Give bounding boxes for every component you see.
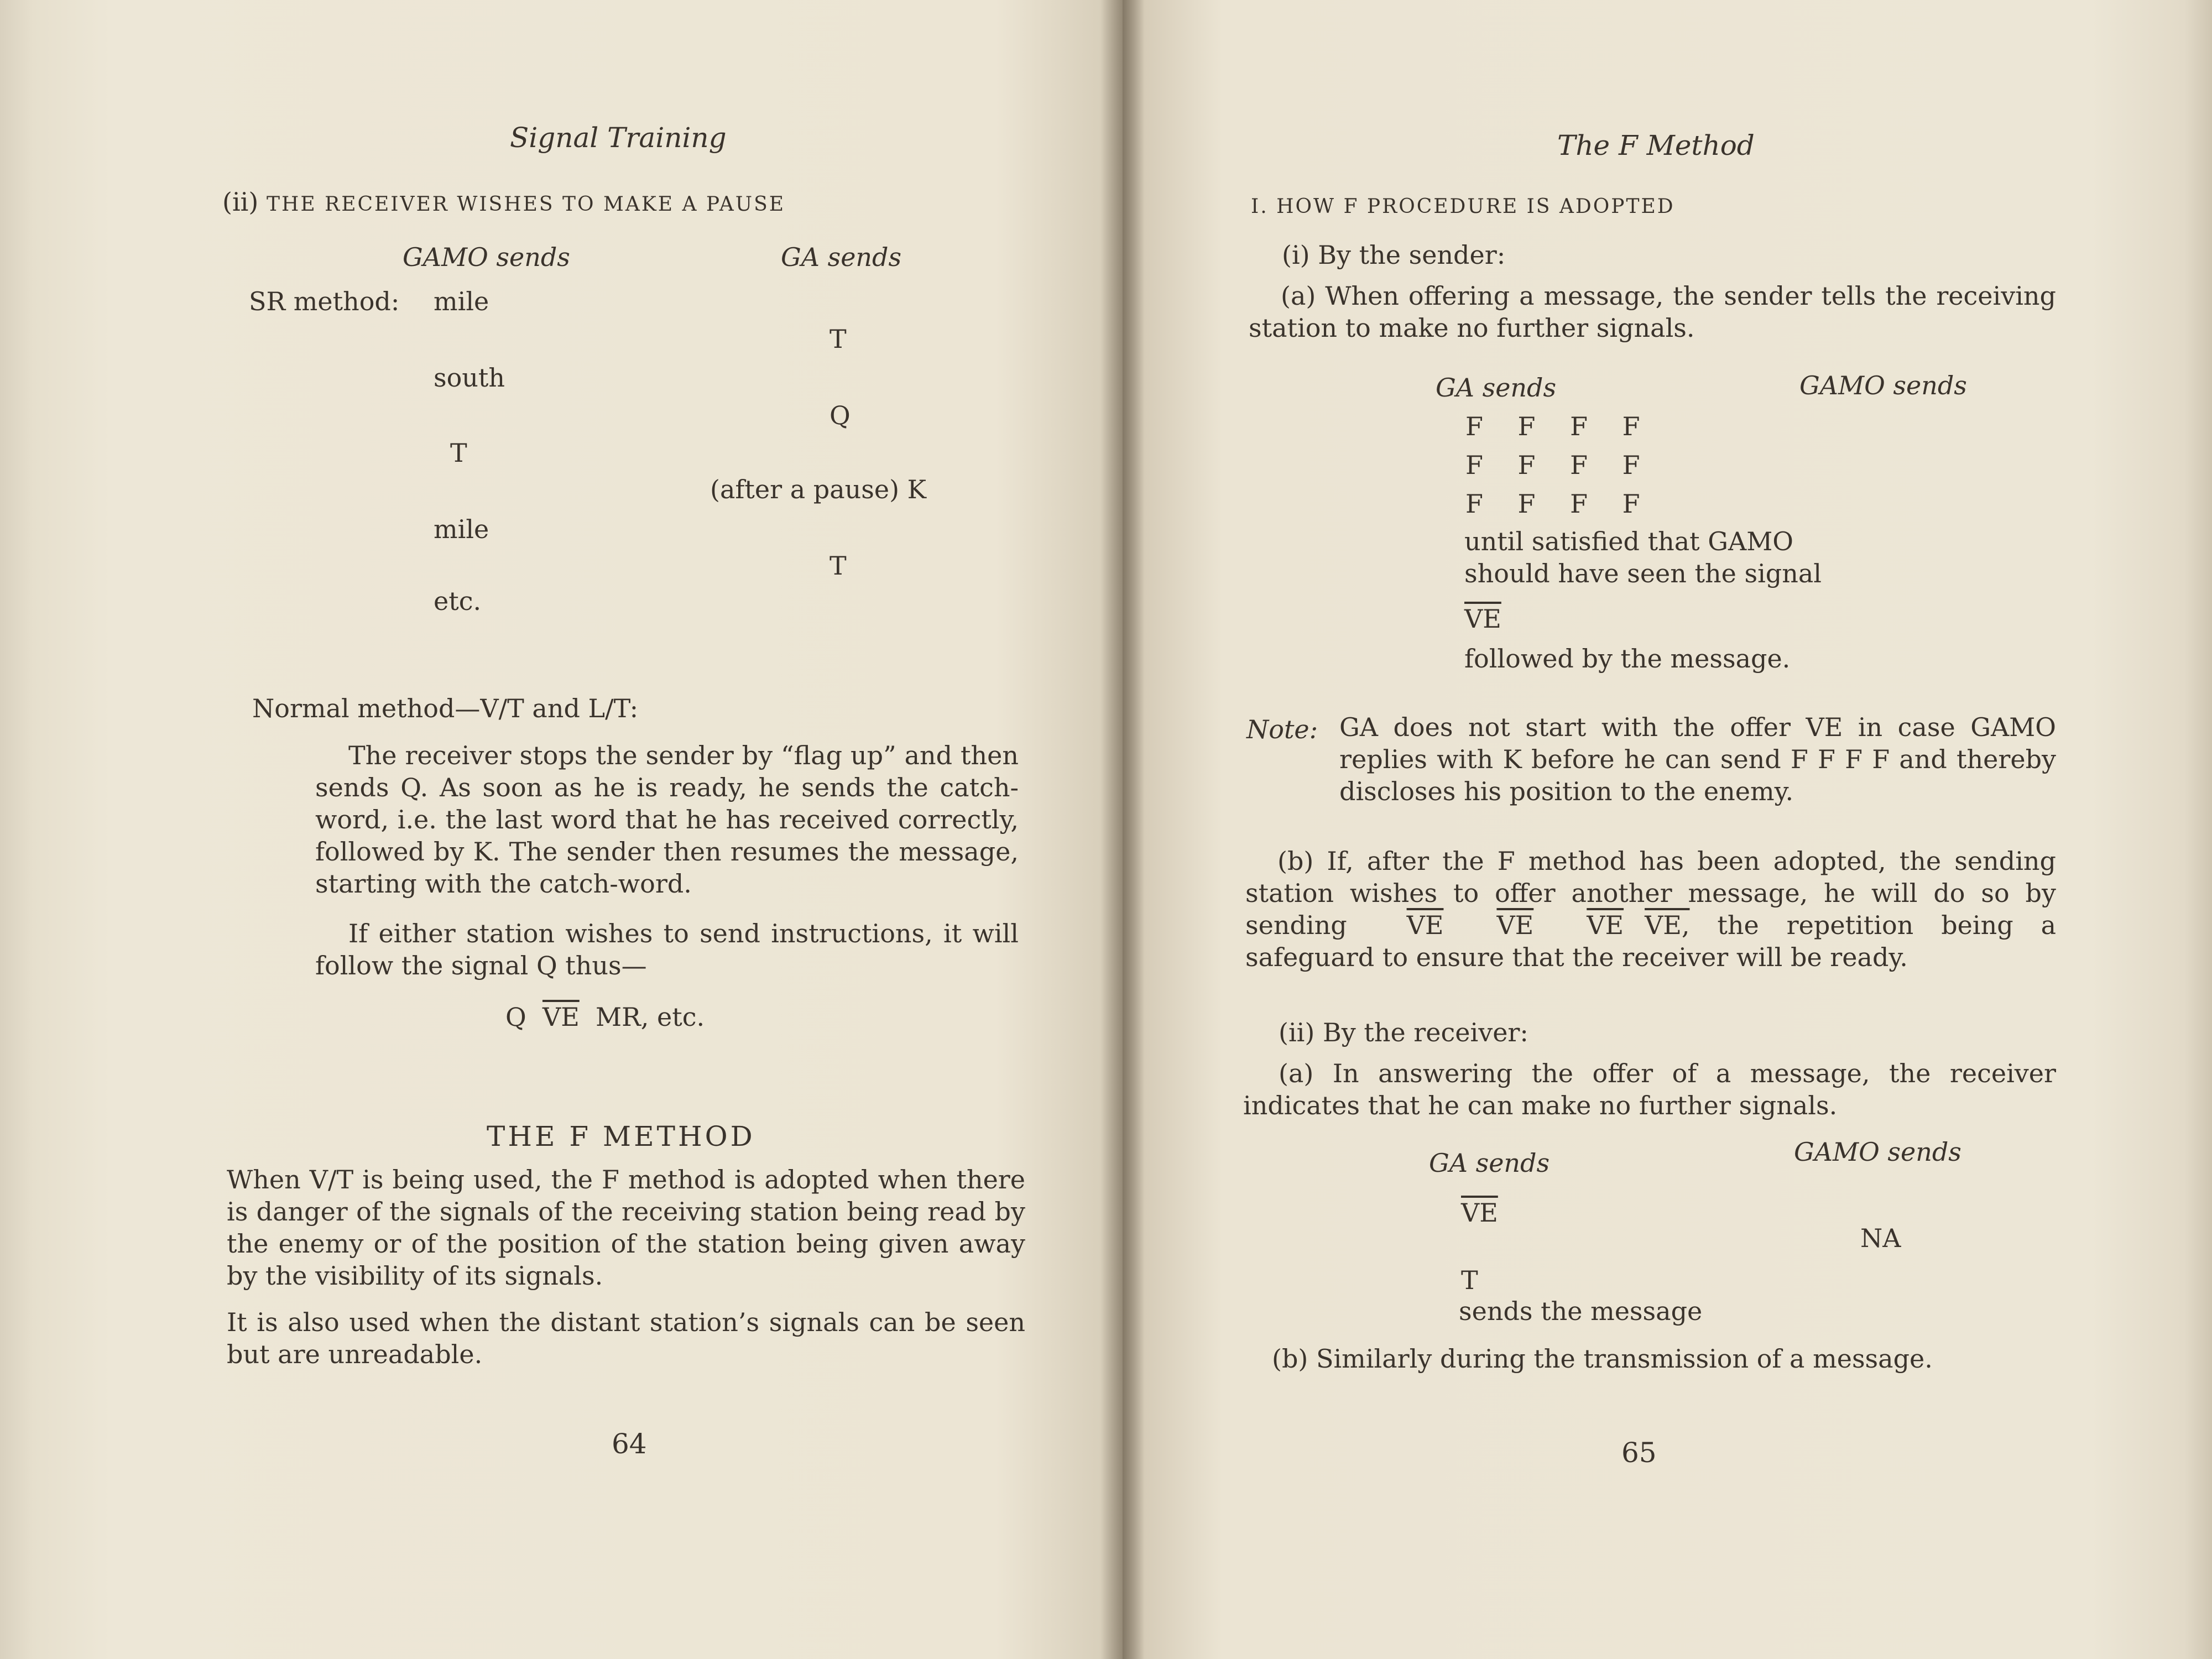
subhead: (ii) THE RECEIVER WISHES TO MAKE A PAUSE bbox=[222, 187, 786, 217]
sr-row-t3: T bbox=[830, 551, 847, 581]
ve-prosign: VE, bbox=[1645, 910, 1690, 940]
ve-prosign: $\overline{VE}$ bbox=[1464, 604, 1501, 634]
column-header-gamo: GAMO sends bbox=[1799, 371, 1967, 400]
sr-row-q: Q bbox=[830, 400, 851, 430]
note-label: Note: bbox=[1246, 714, 1318, 744]
t-signal: T bbox=[1461, 1265, 1478, 1295]
na-signal: NA bbox=[1860, 1223, 1901, 1253]
right-page bbox=[1123, 0, 2212, 1659]
paragraph-answering: (a) In answering the offer of a message, the receiver indicates that he can make no further signals. bbox=[1243, 1058, 2056, 1120]
sr-row-mile2: mile bbox=[434, 514, 489, 544]
paragraph-similarly: (b) Similarly during the transmission of a message. bbox=[1272, 1344, 1933, 1374]
page-number: 64 bbox=[612, 1428, 647, 1460]
paragraph-another-message: (b) If, after the F method has been adopted, the sending station wishes to offer another message, he will do so by sending $\overline{VE}$ $\overline{VE}$ $\overline{VE}$ VE, the repetition being a safeguard to ensure that the receiver will be ready. bbox=[1245, 846, 2057, 972]
subhead: I. HOW F PROCEDURE IS ADOPTED bbox=[1251, 195, 1675, 218]
sr-row-pause: (after a pause) K bbox=[710, 474, 927, 504]
column-header-ga: GA sends bbox=[1436, 373, 1557, 403]
section-title: THE F METHOD bbox=[487, 1120, 755, 1152]
page-number: 65 bbox=[1621, 1437, 1657, 1469]
running-head: The F Method bbox=[1557, 129, 1755, 161]
sr-method-label: SR method: bbox=[249, 286, 400, 316]
normal-method-heading: Normal method—V/T and L/T: bbox=[252, 693, 639, 723]
note-text: GA does not start with the offer VE in case GAMO replies with K before he can send F F F F and thereby discloses his position to the enemy. bbox=[1339, 712, 2056, 806]
ve-prosign: $\overline{VE}$ bbox=[1496, 910, 1534, 940]
followed-line: followed by the message. bbox=[1464, 644, 1791, 674]
f-row-2: F F F F bbox=[1465, 450, 1653, 480]
sr-row-south: south bbox=[434, 363, 505, 393]
sr-row-mile: mile bbox=[434, 286, 489, 316]
paragraph-also-used: It is also used when the distant station’s signals can be seen but are unreadable. bbox=[227, 1307, 1025, 1369]
paragraph-f-method: When V/T is being used, the F method is adopted when there is danger of the signals of the receiving station being read by the enemy or of the position of the station being given away by the visibility of its signals. bbox=[227, 1165, 1025, 1291]
column-header-gamo: GAMO sends bbox=[403, 242, 570, 272]
until-line-1: until satisfied that GAMO bbox=[1464, 526, 1794, 556]
column-header-ga: GA sends bbox=[781, 242, 902, 272]
ve-prosign: $\overline{VE}$ bbox=[1461, 1198, 1498, 1228]
sr-row-t1: T bbox=[830, 324, 847, 354]
by-sender-heading: (i) By the sender: bbox=[1282, 240, 1506, 270]
example-signal: Q $\overline{VE}$ MR, etc. bbox=[505, 1002, 705, 1032]
column-header-gamo: GAMO sends bbox=[1794, 1137, 1961, 1167]
by-receiver-heading: (ii) By the receiver: bbox=[1279, 1018, 1528, 1047]
running-head: Signal Training bbox=[510, 122, 727, 154]
sr-row-t2: T bbox=[450, 438, 467, 468]
sr-row-etc: etc. bbox=[434, 586, 482, 616]
paragraph-receiver-stops: The receiver stops the sender by “flag up” and then sends Q. As soon as he is ready, he sends the catch-word, i.e. the last word that he has received correctly, followed by K. The sender then resumes the message, starting with the catch-word. bbox=[315, 740, 1019, 899]
paragraph-offering: (a) When offering a message, the sender tells the receiving station to make no further signals. bbox=[1249, 281, 2056, 343]
paragraph-instructions: If either station wishes to send instructions, it will follow the signal Q thus— bbox=[315, 919, 1019, 980]
until-line-2: should have seen the signal bbox=[1464, 559, 1822, 588]
ve-prosign: $\overline{VE}$ bbox=[542, 1002, 580, 1032]
f-row-1: F F F F bbox=[1465, 411, 1653, 441]
sends-message-line: sends the message bbox=[1459, 1296, 1703, 1326]
f-row-3: F F F F bbox=[1465, 489, 1653, 519]
ve-prosign: $\overline{VE}$ bbox=[1406, 910, 1444, 940]
book-gutter bbox=[1100, 0, 1145, 1659]
ve-prosign: $\overline{VE}$ bbox=[1587, 910, 1624, 940]
column-header-ga: GA sends bbox=[1429, 1148, 1550, 1178]
